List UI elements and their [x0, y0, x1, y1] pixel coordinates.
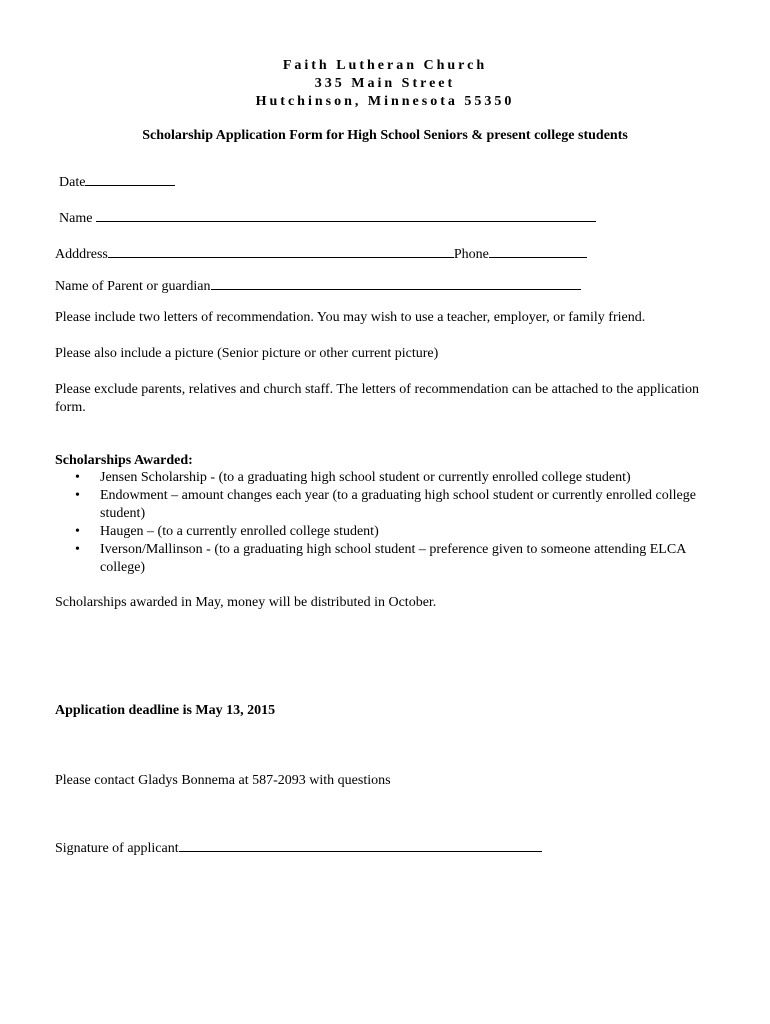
name-blank[interactable]: [96, 208, 596, 222]
phone-label: Phone: [453, 247, 489, 262]
parent-blank[interactable]: [211, 276, 581, 290]
scholarship-list: [55, 469, 715, 577]
exclude-instruction: Please exclude parents, relatives and church staff. The letters of recommendation can be attached to the application form.: [55, 382, 699, 415]
list-item: [55, 541, 715, 577]
deadline-notice: Application deadline is May 13, 2015: [55, 703, 276, 718]
signature-label: Signature of applicant: [55, 841, 179, 856]
scholarship-text: Haugen – (to a currently enrolled college student): [100, 524, 379, 539]
bullet-icon: •: [75, 542, 80, 557]
church-name: Faith Lutheran Church: [282, 58, 488, 73]
signature-blank[interactable]: [179, 838, 542, 852]
scholarship-text: Jensen Scholarship - (to a graduating high school student or currently enrolled college student): [100, 470, 631, 485]
list-item: [55, 487, 715, 523]
list-item: [55, 469, 715, 487]
date-label: Date: [59, 175, 86, 190]
picture-instruction: Please also include a picture (Senior picture or other current picture): [55, 346, 439, 361]
signature-field: [55, 838, 542, 858]
phone-blank[interactable]: [489, 244, 587, 258]
form-title: Scholarship Application Form for High School Seniors & present college students: [142, 128, 628, 143]
parent-field: [55, 276, 581, 296]
contact-info: Please contact Gladys Bonnema at 587-2093 with questions: [55, 773, 391, 788]
bullet-icon: •: [75, 524, 80, 539]
church-header: [0, 57, 770, 111]
address-label: Adddress: [55, 247, 108, 262]
scholarship-text: Endowment – amount changes each year (to a graduating high school student or currently enrolled college student): [100, 488, 696, 521]
scholarship-text: Iverson/Mallinson - (to a graduating high school student – preference given to someone attending ELCA college): [100, 542, 686, 575]
distribution-note: Scholarships awarded in May, money will be distributed in October.: [55, 595, 437, 610]
letters-instruction: Please include two letters of recommendation. You may wish to use a teacher, employer, or family friend.: [55, 310, 646, 325]
address-blank[interactable]: [108, 244, 454, 258]
name-label: Name: [59, 211, 93, 226]
parent-label: Name of Parent or guardian: [55, 279, 211, 294]
date-blank[interactable]: [85, 172, 175, 186]
name-field: [59, 208, 596, 228]
bullet-icon: •: [75, 488, 80, 503]
church-street: 335 Main Street: [314, 76, 456, 91]
scholarships-heading: Scholarships Awarded:: [55, 453, 193, 468]
date-field: [59, 172, 175, 192]
bullet-icon: •: [75, 470, 80, 485]
church-city: Hutchinson, Minnesota 55350: [255, 94, 515, 109]
address-phone-field: [55, 244, 587, 264]
list-item: [55, 523, 715, 541]
